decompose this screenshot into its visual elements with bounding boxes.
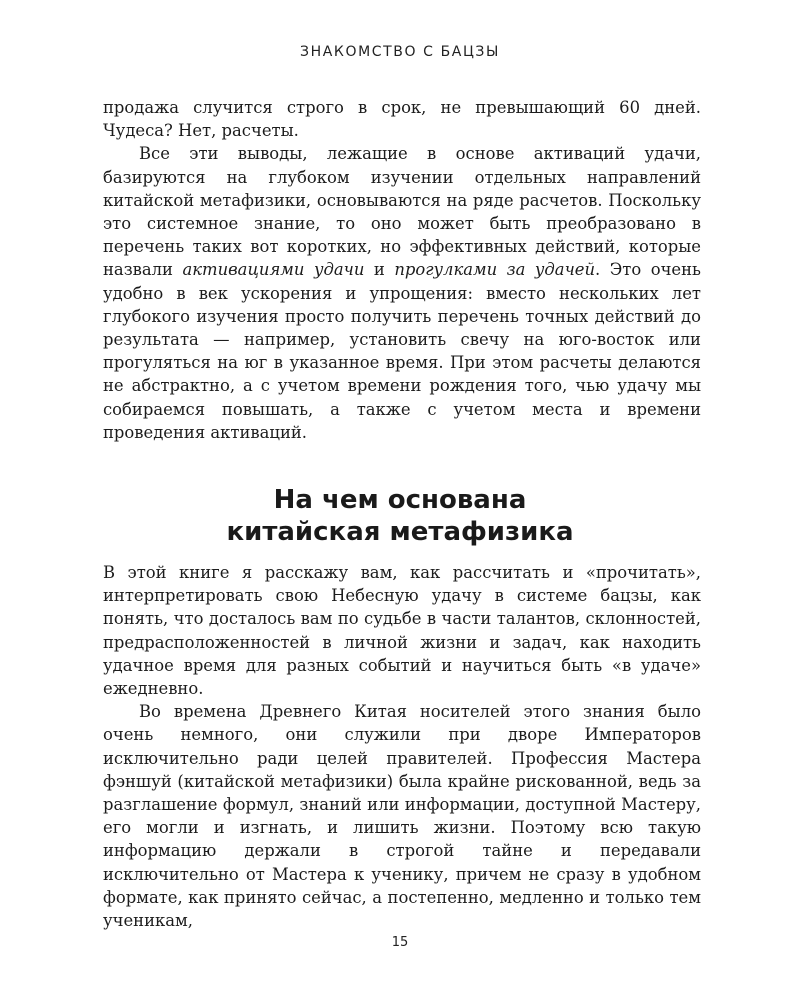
paragraph-text: Все эти выводы, лежащие в основе активаций удачи, базируются на глубоком изучении отдельных направлений китайской метафизики, основываются на ряде расчетов. Поскольку это системное знание, то оно может быть преобразовано в перечень таких вот коротких, но эффективных действий, которые назвали [103,144,701,280]
paragraph-text: . Это очень удобно в век ускорения и упрощения: вместо нескольких лет глубокого изучения просто получить перечень точных действий до результата — например, установить свечу на юго-восток или прогуляться на юг в указанное время. При этом расчеты делаются не абстрактно, а с учетом времени рождения того, чью удачу мы собираемся повышать, а также с учетом места и времени проведения активаций. [103,260,701,442]
page-number: 15 [391,935,409,950]
paragraph-text: и [364,260,395,280]
bottom-text-block [103,561,701,932]
paragraph-continuation: продажа случится строго в срок, не превышающий 60 дней. Чудеса? Нет, расчеты. [103,98,701,141]
section-heading-line-1: На чем основана [273,485,527,515]
paragraph-intro: В этой книге я расскажу вам, как рассчитать и «прочитать», интерпретировать свою Небесную удачу в системе бацзы, как понять, что досталось вам по судьбе в части талантов, склонностей, предрасположенностей в личной жизни и задач, как находить удачное время для разных событий и научиться быть «в удаче» ежедневно. [103,563,701,699]
section-heading-line-2: китайская метафизика [226,517,574,547]
paragraph-ancient-china: Во времена Древнего Китая носителей этого знания было очень немного, они служили при дворе Императоров исключительно ради целей правителей. Профессия Мастера фэншуй (китайской метафизики) была крайне рискованной, ведь за разглашение формул, знаний или информации, доступной Мастеру, его могли и изгнать, и лишить жизни. Поэтому всю такую информацию держали в строгой тайне и передавали исключительно от Мастера к ученику, причем не сразу в удобном формате, как принято сейчас, а постепенно, медленно и только тем ученикам, [103,702,701,931]
italic-term-luck-walks: прогулками за удачей [394,260,596,280]
top-text-block [103,96,701,444]
running-header: ЗНАКОМСТВО С БАЦЗЫ [300,44,500,60]
paragraph-activations [103,142,701,444]
italic-term-luck-activations: активациями удачи [182,260,365,280]
section-heading [0,484,800,548]
